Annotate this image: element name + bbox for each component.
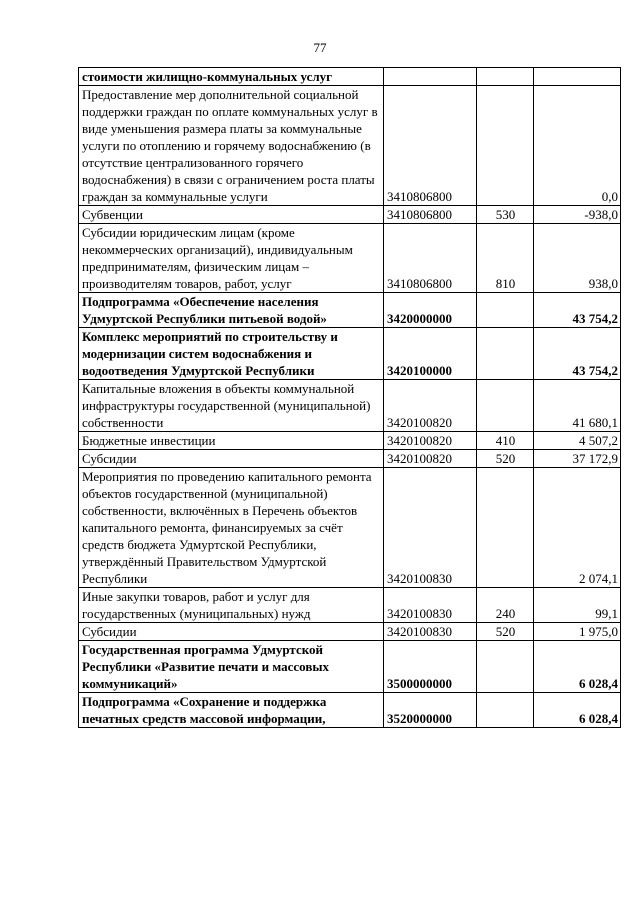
row-type	[477, 380, 534, 432]
table-row	[79, 86, 621, 206]
row-sum: 1 975,0	[534, 623, 621, 641]
row-name: стоимости жилищно-коммунальных услуг	[79, 68, 384, 86]
row-sum: 43 754,2	[534, 293, 621, 328]
row-name: Капитальные вложения в объекты коммунальной инфраструктуры государственной (муниципальной) собственности	[79, 380, 384, 432]
page-number: 77	[313, 40, 327, 55]
row-type: 530	[477, 206, 534, 224]
row-name: Подпрограмма «Сохранение и поддержка печатных средств массовой информации,	[79, 693, 384, 728]
row-type	[477, 693, 534, 728]
row-sum: 2 074,1	[534, 468, 621, 588]
row-code: 3420100820	[384, 450, 477, 468]
row-name: Комплекс мероприятий по строительству и модернизации систем водоснабжения и водоотведения Удмуртской Республики	[79, 328, 384, 380]
row-type	[477, 293, 534, 328]
row-type	[477, 641, 534, 693]
row-sum: 41 680,1	[534, 380, 621, 432]
table-row	[79, 693, 621, 728]
row-type: 810	[477, 224, 534, 293]
row-code: 3420100000	[384, 328, 477, 380]
row-sum: 4 507,2	[534, 432, 621, 450]
row-code	[384, 68, 477, 86]
row-type: 410	[477, 432, 534, 450]
row-sum: 6 028,4	[534, 693, 621, 728]
row-type	[477, 86, 534, 206]
row-code: 3410806800	[384, 86, 477, 206]
table-row	[79, 588, 621, 623]
row-code: 3420100820	[384, 380, 477, 432]
row-code: 3520000000	[384, 693, 477, 728]
row-name: Мероприятия по проведению капитального ремонта объектов государственной (муниципальной) собственности, включённых в Перечень объектов капитального ремонта, финансируемых за счёт средств бюджета Удмуртской Республики, утверждённый Правительством Удмуртской Республики	[79, 468, 384, 588]
row-name: Бюджетные инвестиции	[79, 432, 384, 450]
row-code: 3500000000	[384, 641, 477, 693]
row-type	[477, 468, 534, 588]
table-row	[79, 641, 621, 693]
table-row	[79, 224, 621, 293]
table-row	[79, 293, 621, 328]
row-code: 3420100830	[384, 468, 477, 588]
row-name: Субсидии юридическим лицам (кроме некоммерческих организаций), индивидуальным предпринимателям, физическим лицам – производителям товаров, работ, услуг	[79, 224, 384, 293]
table-row	[79, 450, 621, 468]
row-name: Субсидии	[79, 450, 384, 468]
row-code: 3420000000	[384, 293, 477, 328]
row-name: Иные закупки товаров, работ и услуг для государственных (муниципальных) нужд	[79, 588, 384, 623]
row-sum: -938,0	[534, 206, 621, 224]
row-code: 3420100830	[384, 623, 477, 641]
row-sum: 0,0	[534, 86, 621, 206]
table-row	[79, 206, 621, 224]
row-name: Предоставление мер дополнительной социальной поддержки граждан по оплате коммунальных услуг в виде уменьшения размера платы за коммунальные услуги по отоплению и горячему водоснабжению (в отсутствие централизованного горячего водоснабжения) в связи с ограничением роста платы граждан за коммунальные услуги	[79, 86, 384, 206]
table-row	[79, 380, 621, 432]
table-row	[79, 432, 621, 450]
row-type: 520	[477, 623, 534, 641]
table-row	[79, 68, 621, 86]
row-sum: 6 028,4	[534, 641, 621, 693]
table-row	[79, 328, 621, 380]
row-code: 3420100830	[384, 588, 477, 623]
row-name: Субвенции	[79, 206, 384, 224]
row-type: 240	[477, 588, 534, 623]
row-code: 3410806800	[384, 206, 477, 224]
row-sum: 37 172,9	[534, 450, 621, 468]
row-sum: 938,0	[534, 224, 621, 293]
row-name: Подпрограмма «Обеспечение населения Удмуртской Республики питьевой водой»	[79, 293, 384, 328]
row-type	[477, 328, 534, 380]
row-sum: 43 754,2	[534, 328, 621, 380]
budget-table	[78, 67, 621, 728]
row-sum: 99,1	[534, 588, 621, 623]
row-name: Субсидии	[79, 623, 384, 641]
table-row	[79, 468, 621, 588]
row-code: 3420100820	[384, 432, 477, 450]
row-type	[477, 68, 534, 86]
table-row	[79, 623, 621, 641]
row-name: Государственная программа Удмуртской Республики «Развитие печати и массовых коммуникаций»	[79, 641, 384, 693]
row-type: 520	[477, 450, 534, 468]
row-sum	[534, 68, 621, 86]
row-code: 3410806800	[384, 224, 477, 293]
